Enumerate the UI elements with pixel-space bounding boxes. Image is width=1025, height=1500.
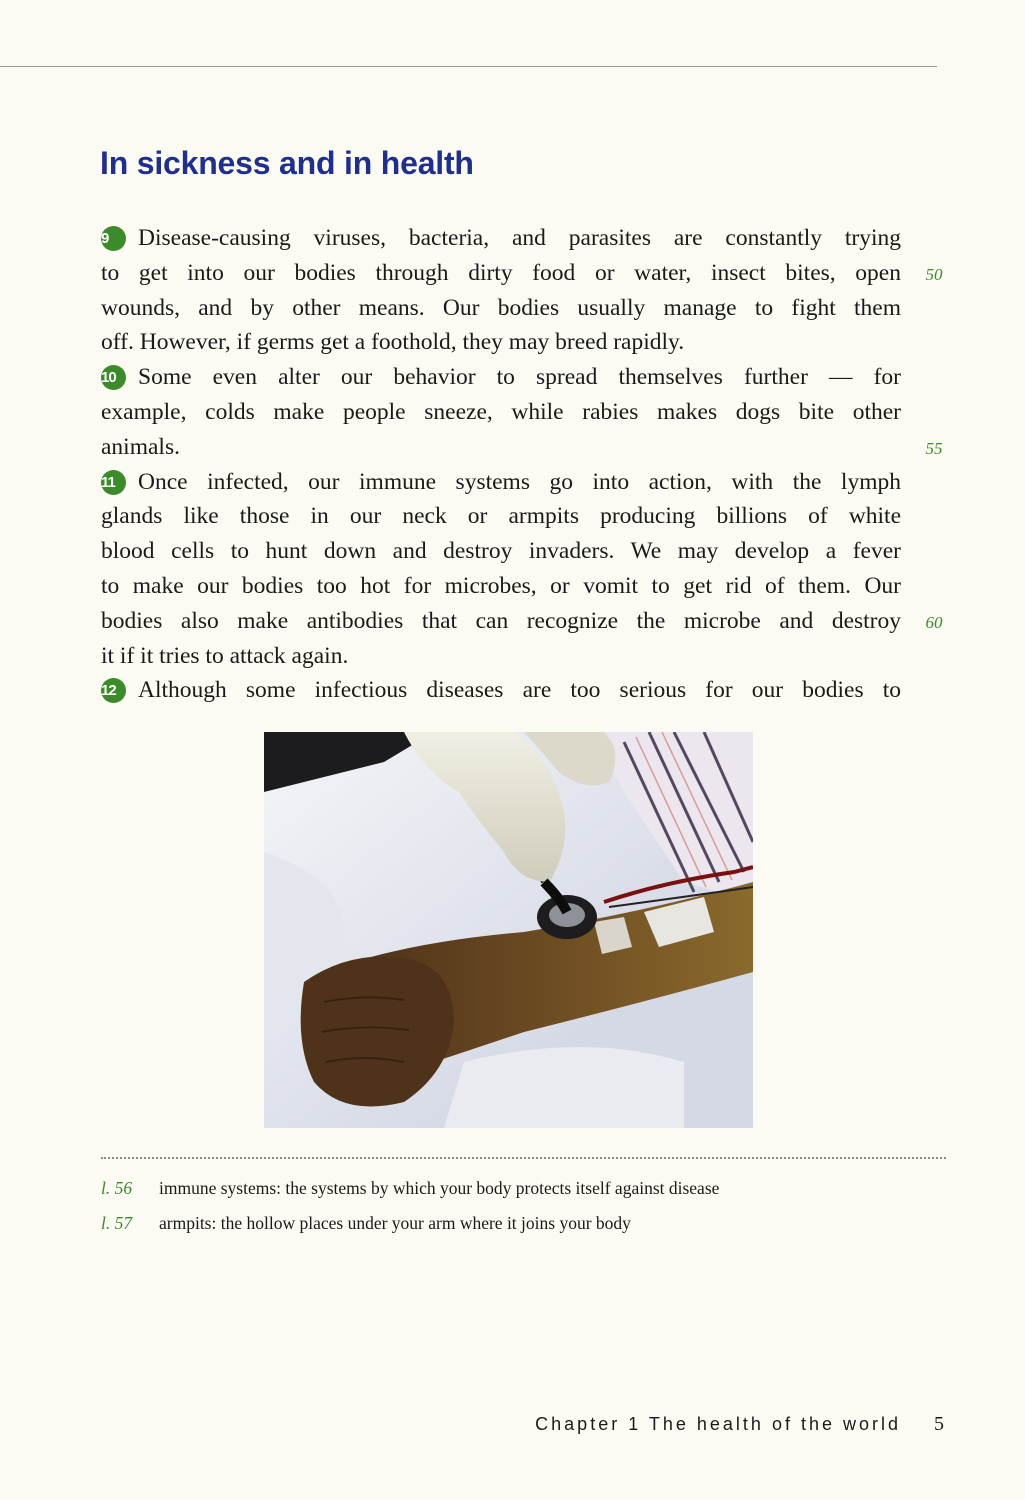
paragraph-number-badge: 12 xyxy=(101,678,126,703)
header-rule xyxy=(0,66,937,67)
footnote-ref: l. 57 xyxy=(101,1213,133,1233)
paragraph-number-badge: 9 xyxy=(101,226,126,251)
text-line: wounds, and by other means. Our bodies usually manage to fight them xyxy=(101,294,901,321)
text-line: to make our bodies too hot for microbes, or vomit to get rid of them. Our xyxy=(101,572,901,599)
footnote-text: immune systems: the systems by which your body protects itself against disease xyxy=(159,1178,720,1198)
line-number: 50 xyxy=(925,265,943,284)
text-line: to get into our bodies through dirty food or water, insect bites, open xyxy=(101,259,901,286)
text-line: glands like those in our neck or armpits producing billions of white xyxy=(101,503,901,530)
footnote-text: armpits: the hollow places under your arm where it joins your body xyxy=(159,1213,631,1233)
footnote xyxy=(101,1178,719,1199)
medical-photo xyxy=(264,732,753,1128)
line-number: 60 xyxy=(925,613,943,632)
text-line: blood cells to hunt down and destroy invaders. We may develop a fever xyxy=(101,538,901,565)
stethoscope-arm-illustration xyxy=(264,732,753,1128)
text-line: 12 Although some infectious diseases are too serious for our bodies to xyxy=(101,677,901,704)
text-line: example, colds make people sneeze, while rabies makes dogs bite other xyxy=(101,398,901,425)
page-number: 5 xyxy=(934,1413,944,1435)
paragraph-number-badge: 10 xyxy=(101,365,126,390)
body-text xyxy=(101,221,901,708)
section-title: In sickness and in health xyxy=(100,145,474,181)
line-number: 55 xyxy=(925,439,943,458)
paragraph-number-badge: 11 xyxy=(101,470,126,495)
text-line: 10 Some even alter our behavior to spread themselves further — for xyxy=(101,364,901,391)
text-line: animals. xyxy=(101,433,180,460)
footnote-ref: l. 56 xyxy=(101,1178,133,1198)
text-line: off. However, if germs get a foothold, they may breed rapidly. xyxy=(101,329,685,356)
text-line: it if it tries to attack again. xyxy=(101,642,349,669)
footnote-divider xyxy=(101,1157,946,1159)
text-line: bodies also make antibodies that can recognize the microbe and destroy xyxy=(101,607,901,634)
text-line: 11 Once infected, our immune systems go into action, with the lymph xyxy=(101,468,901,495)
text-line: 9 Disease-causing viruses, bacteria, and parasites are constantly trying xyxy=(101,225,901,251)
chapter-footer: Chapter 1 The health of the world xyxy=(535,1414,901,1434)
footnote xyxy=(101,1213,631,1234)
